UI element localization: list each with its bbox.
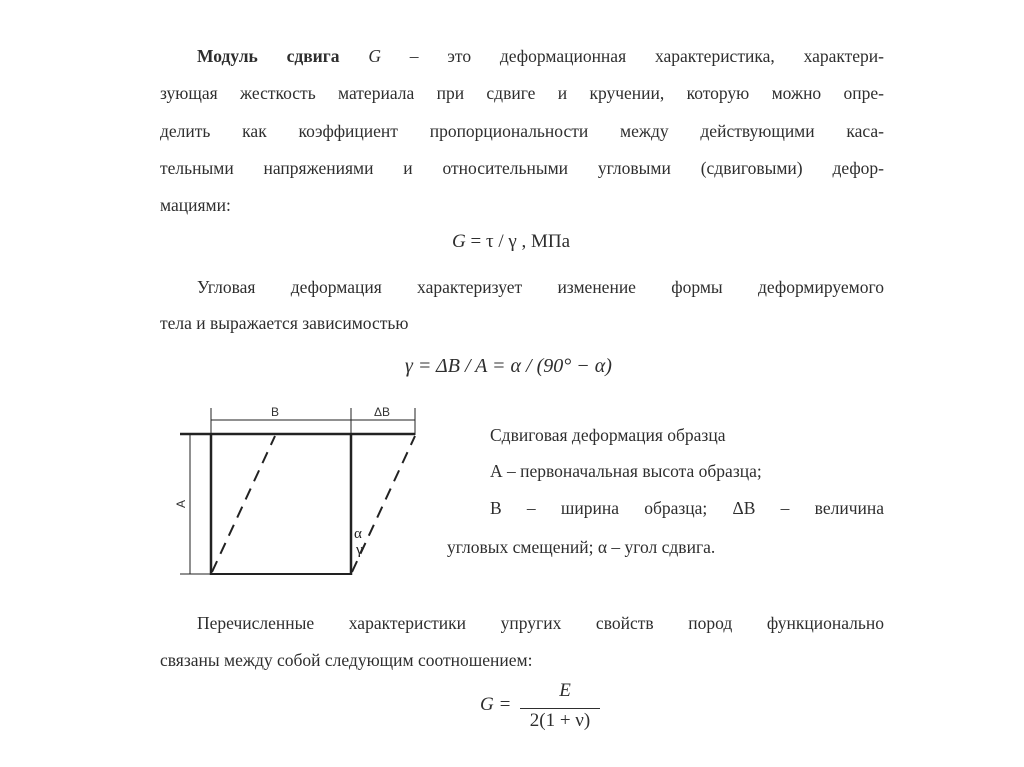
text-line: связаны между собой следующим соотношением:: [160, 650, 533, 670]
text-line: мациями:: [160, 195, 231, 215]
caption-line-c: угловых смещений; α – угол сдвига.: [447, 537, 716, 557]
text-line: [197, 45, 884, 67]
text: – это деформационная характеристика, характери-: [380, 46, 884, 66]
text-line: тельными напряжениями и относительными угловыми (сдвиговыми) дефор-: [160, 158, 884, 178]
formula-lhs: G =: [480, 694, 512, 715]
caption-line-a: А – первоначальная высота образца;: [490, 461, 762, 481]
fraction-bar: [520, 708, 600, 709]
label-b: B: [270, 405, 280, 419]
formula-shear-modulus: [452, 231, 570, 253]
caption-line-b: В – ширина образца; ΔВ – величина: [490, 498, 884, 518]
formula-denominator: 2(1 + ν): [529, 710, 591, 731]
text-line: Угловая деформация характеризует изменение формы деформируемого: [197, 277, 884, 297]
label-gamma: γ: [356, 542, 363, 558]
formula-angular-deformation: γ = ΔB / A = α / (90° − α): [405, 355, 612, 377]
caption-title: Сдвиговая деформация образца: [490, 425, 726, 445]
term: Модуль сдвига: [197, 46, 340, 66]
shear-deformation-diagram: [170, 400, 430, 590]
label-delta-b: ΔB: [373, 405, 391, 419]
symbol: G: [368, 46, 381, 66]
formula-rhs: = τ / γ , МПа: [465, 231, 571, 252]
text-line: тела и выражается зависимостью: [160, 313, 409, 333]
text-line: зующая жесткость материала при сдвиге и кручении, которую можно опре-: [160, 83, 884, 103]
label-a: A: [174, 499, 188, 508]
label-alpha: α: [354, 526, 362, 542]
formula-numerator: E: [559, 680, 571, 701]
text-line: делить как коэффициент пропорциональности между действующими каса-: [160, 121, 884, 141]
formula-lhs: G: [452, 231, 466, 252]
text-line: Перечисленные характеристики упругих свойств пород функционально: [197, 613, 884, 633]
